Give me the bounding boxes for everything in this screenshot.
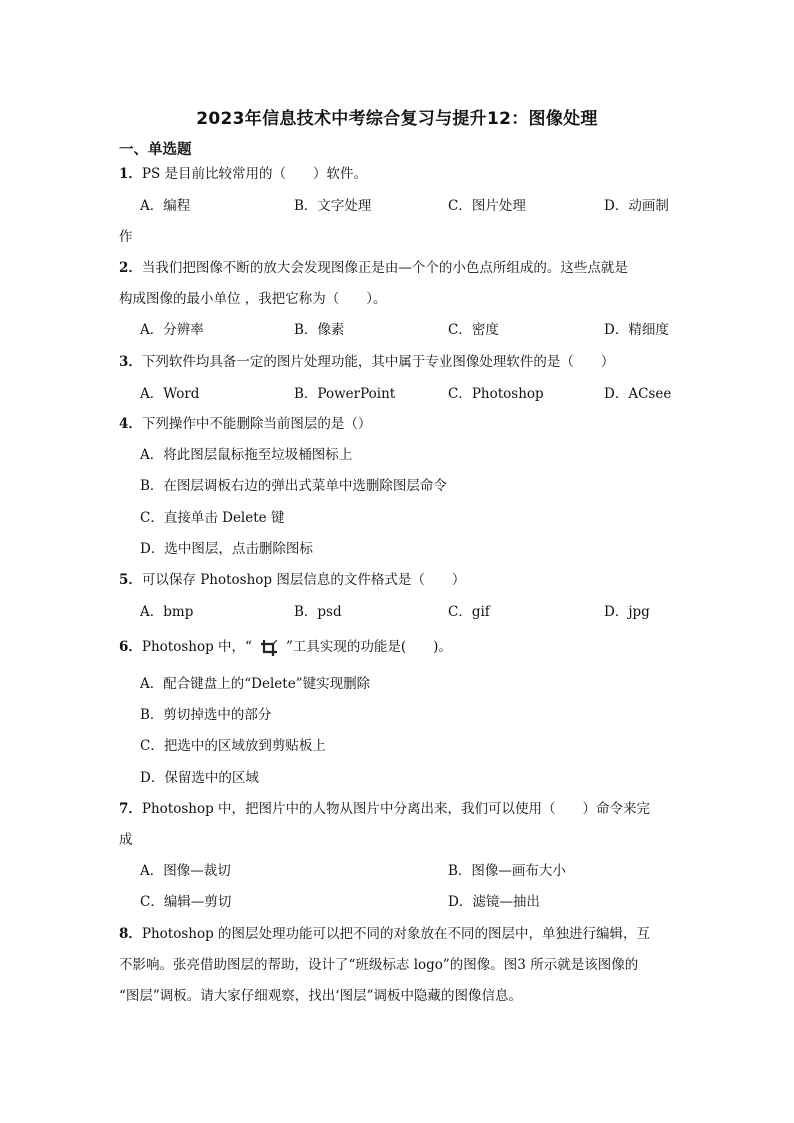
question-8 [119,925,650,943]
q1-option-b: B．文字处理 [294,198,372,214]
q4-option-b: B．在图层调板右边的弹出式菜单中选删除图层命令 [140,478,447,494]
q4-option-c: C．直接单击 Delete 键 [140,510,285,526]
question-text-line: 构成图像的最小单位 ，我把它称为（ ）。 [119,291,387,307]
question-text: 下列软件均具备一定的图片处理功能，其中属于专业图像处理软件的是（ ） [141,354,615,370]
question-text: 可以保存 Photoshop 图层信息的文件格式是（ ） [141,572,466,588]
q3-option-c: C．Photoshop [448,386,544,402]
question-text: Photoshop 的图层处理功能可以把不同的对象放在不同的图层中，单独进行编辑，互 [141,926,651,942]
question-text: Photoshop 中，“ [141,639,252,655]
q7-option-c: C．编辑—剪切 [140,894,232,910]
question-2 [119,259,628,277]
q3-option-b: B．PowerPoint [294,386,396,402]
q6-option-c: C．把选中的区域放到剪贴板上 [140,738,326,754]
crop-icon [258,639,280,657]
q4-option-d: D．选中图层，点击删除图标 [140,541,313,557]
q5-option-b: B．psd [294,604,342,620]
q5-option-d: D．jpg [604,604,650,620]
q2-option-b: B．像素 [294,322,345,338]
question-number: 6． [119,639,142,655]
question-number: 2． [119,260,142,276]
question-text-line: 不影响。张亮借助图层的帮助，设计了“班级标志 logo”的图像。图3 所示就是该图像的 [119,957,639,973]
question-1 [119,165,367,183]
q2-option-d: D．精细度 [604,322,669,338]
q3-option-a: A．Word [140,386,200,402]
question-5 [119,571,465,589]
question-text: 下列操作中不能删除当前图层的是（） [141,416,372,432]
question-number: 7． [119,801,142,817]
question-text: Photoshop 中，把图片中的人物从图片中分离出来，我们可以使用（ ）命令来完 [141,801,651,817]
question-6 [119,638,452,657]
q2-option-a: A．分辨率 [140,322,204,338]
q1-option-d-wrap: 作 [119,229,133,245]
q7-option-b: B．图像—画布大小 [448,863,566,879]
question-number: 4． [119,416,142,432]
question-number: 5． [119,572,142,588]
question-number: 8． [119,926,142,942]
q1-option-d: D．动画制 [604,198,669,214]
q2-option-c: C．密度 [448,322,499,338]
q7-option-a: A．图像—裁切 [140,863,231,879]
question-number: 3． [119,354,142,370]
q7-option-d: D．滤镜—抽出 [448,894,540,910]
question-text-line: “图层”调板。请大家仔细观察，找出‘图层”调板中隐藏的图像信息。 [119,988,522,1004]
q5-option-c: C．gif [448,604,490,620]
q6-option-a: A．配合键盘上的“Delete”键实现删除 [140,676,371,692]
q3-option-d: D．ACsee [604,386,672,402]
question-4 [119,415,371,433]
question-text-line: 成 [119,832,133,848]
page-title: 2023年信息技术中考综合复习与提升12：图像处理 [196,109,598,129]
section-heading: 一、单选题 [119,142,192,158]
question-text: ”工具实现的功能是( )。 [285,639,452,655]
q1-option-c: C．图片处理 [448,198,526,214]
question-3 [119,353,614,371]
q4-option-a: A．将此图层鼠标拖至垃圾桶图标上 [140,447,353,463]
question-text: PS 是目前比较常用的（ ）软件。 [141,166,368,182]
question-number: 1． [119,166,142,182]
q6-option-d: D．保留选中的区域 [140,770,259,786]
q1-option-a: A．编程 [140,198,191,214]
q5-option-a: A．bmp [140,604,194,620]
question-7 [119,800,650,818]
question-text: 当我们把图像不断的放大会发现图像正是由—个个的小色点所组成的。这些点就是 [141,260,628,276]
q6-option-b: B．剪切掉选中的部分 [140,707,272,723]
